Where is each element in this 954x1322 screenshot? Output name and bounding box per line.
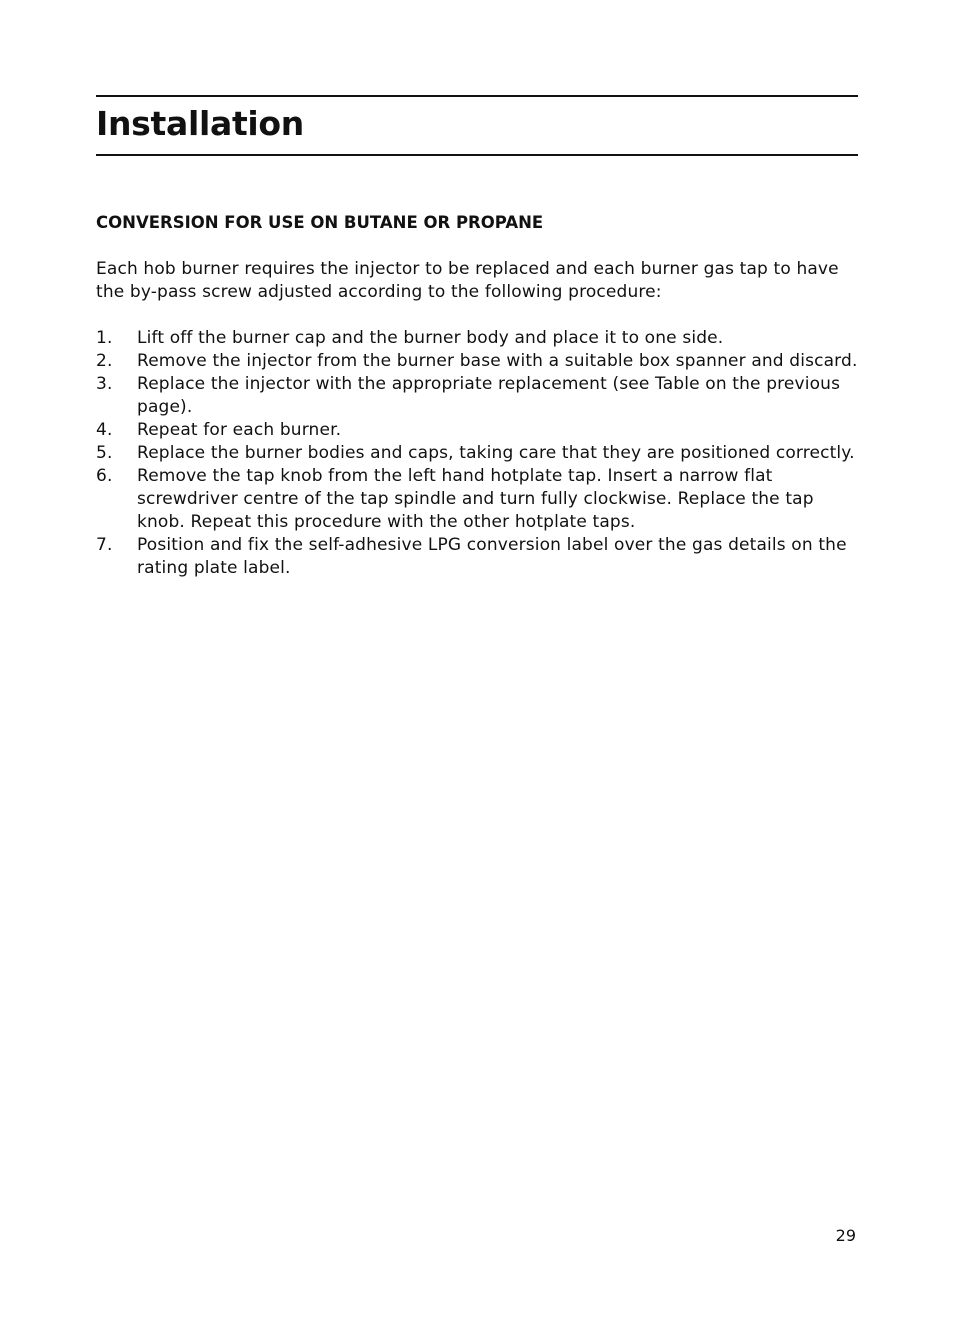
step-number: 6. — [96, 466, 113, 486]
step-number: 2. — [96, 351, 113, 371]
page-title: Installation — [96, 107, 858, 156]
page-number: 29 — [835, 1226, 856, 1245]
step-number: 4. — [96, 420, 113, 440]
procedure-step — [96, 327, 858, 350]
step-text: Lift off the burner cap and the burner body and place it to one side. — [137, 328, 724, 348]
procedure-step — [96, 373, 858, 419]
header-top-rule — [96, 95, 858, 97]
procedure-step — [96, 350, 858, 373]
procedure-step — [96, 534, 858, 580]
step-number: 7. — [96, 535, 113, 555]
step-number: 3. — [96, 374, 113, 394]
section-heading: CONVERSION FOR USE ON BUTANE OR PROPANE — [96, 213, 544, 232]
step-text: Replace the injector with the appropriate replacement (see Table on the previous page). — [137, 374, 841, 417]
procedure-step — [96, 442, 858, 465]
step-text: Remove the tap knob from the left hand hotplate tap. Insert a narrow flat screwdriver centre of the tap spindle and turn fully clockwise. Replace the tap knob. Repeat this procedure with the other hotplate taps. — [137, 466, 814, 532]
step-number: 5. — [96, 443, 113, 463]
procedure-step — [96, 419, 858, 442]
step-text: Remove the injector from the burner base with a suitable box spanner and discard. — [137, 351, 858, 371]
intro-paragraph: Each hob burner requires the injector to be replaced and each burner gas tap to have the by-pass screw adjusted according to the following procedure: — [96, 259, 839, 302]
step-number: 1. — [96, 328, 113, 348]
step-text: Position and fix the self-adhesive LPG conversion label over the gas details on the rating plate label. — [137, 535, 847, 578]
step-text: Replace the burner bodies and caps, taking care that they are positioned correctly. — [137, 443, 855, 463]
document-page — [96, 95, 858, 580]
procedure-steps-list — [96, 327, 858, 580]
procedure-step — [96, 465, 858, 534]
step-text: Repeat for each burner. — [137, 420, 342, 440]
